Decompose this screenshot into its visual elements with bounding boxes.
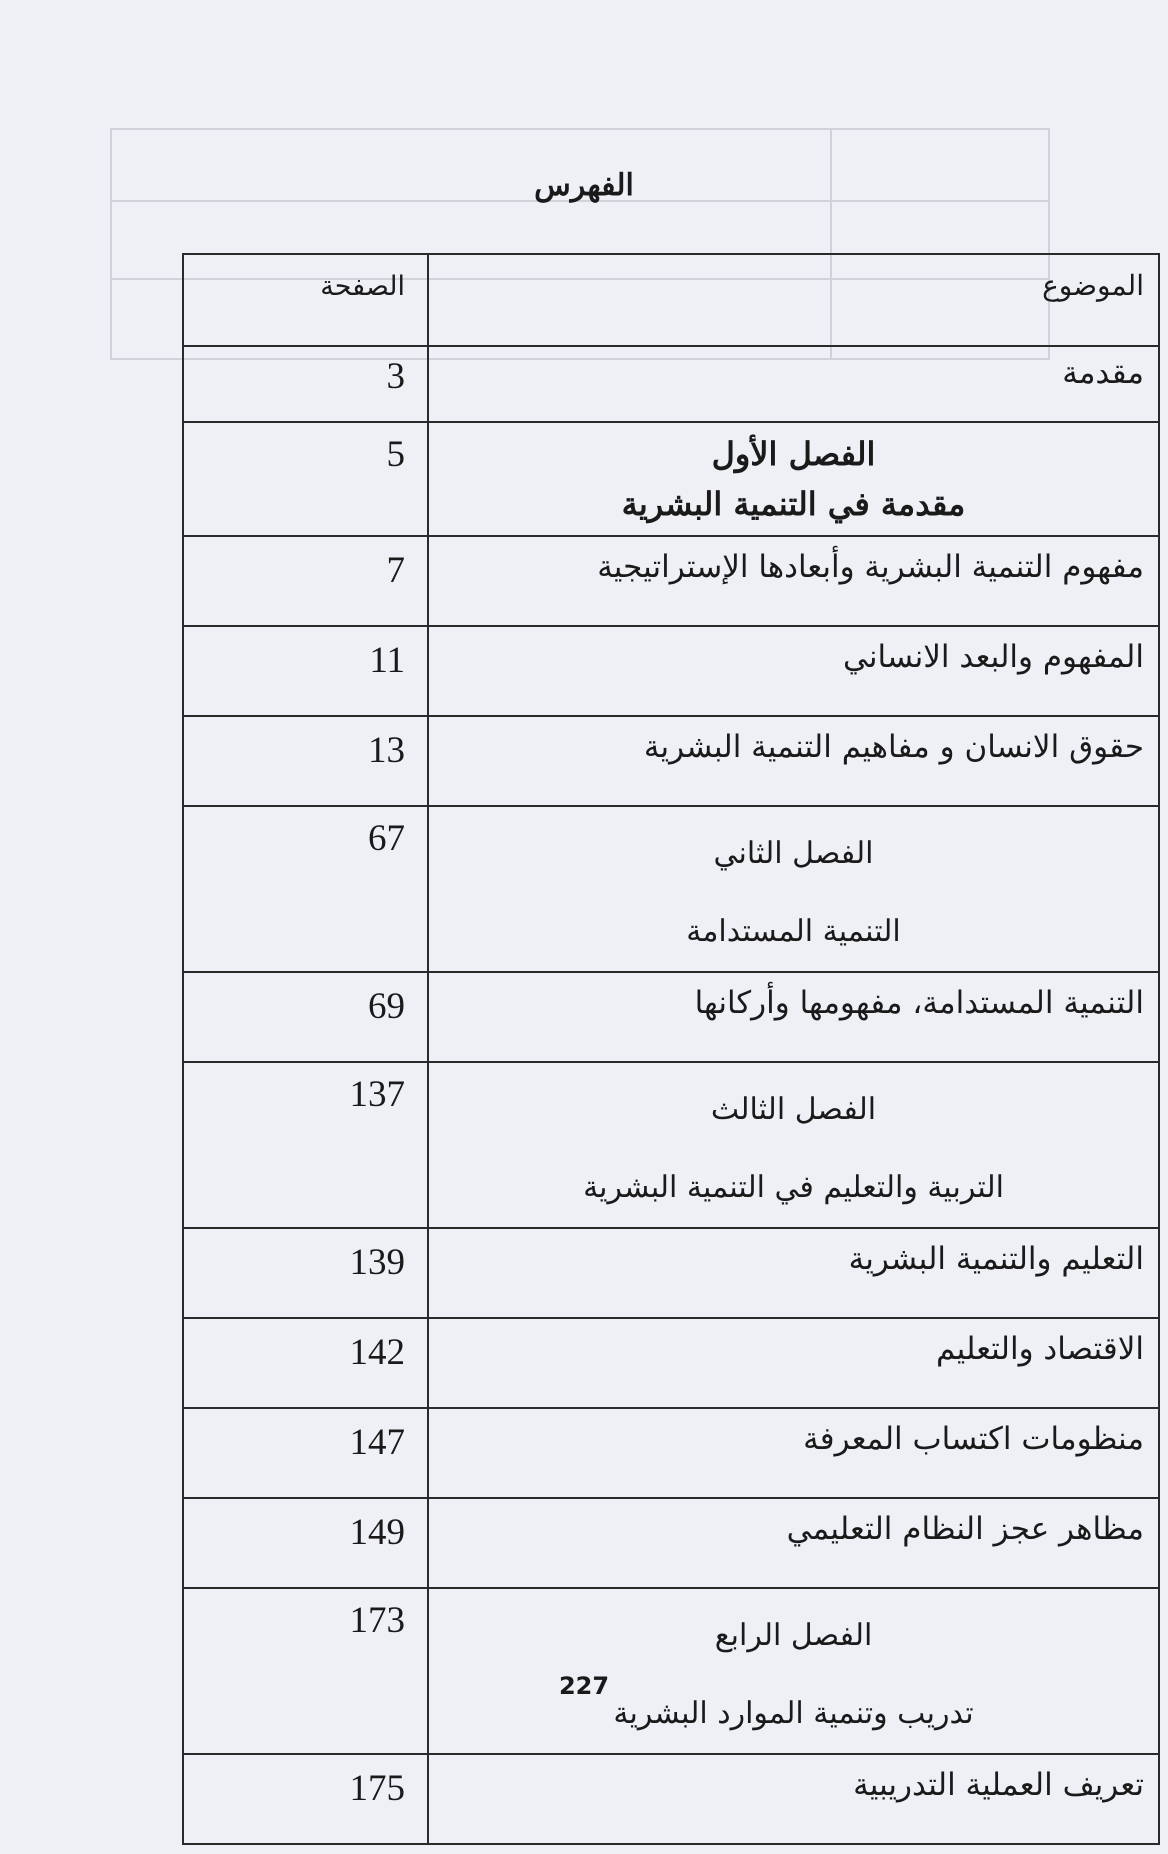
table-row: [183, 536, 1159, 626]
table-row: [183, 346, 1159, 422]
header-page: الصفحة: [183, 254, 428, 346]
table-row: [183, 972, 1159, 1062]
entry-topic: الاقتصاد والتعليم: [428, 1318, 1159, 1408]
entry-topic: تعريف العملية التدريبية: [428, 1754, 1159, 1844]
entry-page: 7: [183, 536, 428, 626]
table-row: [183, 1408, 1159, 1498]
table-row: [183, 1228, 1159, 1318]
entry-page: 13: [183, 716, 428, 806]
entry-page: 3: [183, 346, 428, 422]
table-of-contents: [182, 253, 1160, 1845]
entry-topic: التنمية المستدامة، مفهومها وأركانها: [428, 972, 1159, 1062]
entry-topic: التعليم والتنمية البشرية: [428, 1228, 1159, 1318]
entry-topic: مظاهر عجز النظام التعليمي: [428, 1498, 1159, 1588]
entry-page: 5: [183, 422, 428, 536]
table-row: [183, 1754, 1159, 1844]
page-number: 227: [558, 1672, 610, 1700]
chapter-heading: [428, 422, 1159, 536]
page-title: الفهرس: [534, 168, 634, 203]
header-topic: الموضوع: [428, 254, 1159, 346]
entry-topic: منظومات اكتساب المعرفة: [428, 1408, 1159, 1498]
entry-topic: مفهوم التنمية البشرية وأبعادها الإستراتيجية: [428, 536, 1159, 626]
entry-topic: المفهوم والبعد الانساني: [428, 626, 1159, 716]
chapter-row: [183, 422, 1159, 536]
chapter-heading: [428, 1062, 1159, 1228]
entry-page: 147: [183, 1408, 428, 1498]
entry-page: 67: [183, 806, 428, 972]
table-row: [183, 626, 1159, 716]
table-row: [183, 1318, 1159, 1408]
entry-page: 139: [183, 1228, 428, 1318]
chapter-title: مقدمة في التنمية البشرية: [621, 485, 966, 523]
entry-page: 11: [183, 626, 428, 716]
entry-page: 69: [183, 972, 428, 1062]
chapter-number: الفصل الثاني: [713, 836, 874, 871]
chapter-title: تدريب وتنمية الموارد البشرية: [613, 1696, 974, 1731]
chapter-row: [183, 1588, 1159, 1754]
chapter-heading: [428, 1588, 1159, 1754]
entry-page: 173: [183, 1588, 428, 1754]
chapter-title: التنمية المستدامة: [686, 914, 901, 949]
chapter-number: الفصل الرابع: [714, 1618, 873, 1653]
table-row: [183, 1498, 1159, 1588]
entry-page: 137: [183, 1062, 428, 1228]
entry-topic: حقوق الانسان و مفاهيم التنمية البشرية: [428, 716, 1159, 806]
chapter-number: الفصل الثالث: [710, 1092, 877, 1127]
chapter-row: [183, 1062, 1159, 1228]
chapter-heading: [428, 806, 1159, 972]
entry-page: 142: [183, 1318, 428, 1408]
entry-page: 175: [183, 1754, 428, 1844]
chapter-row: [183, 806, 1159, 972]
entry-topic: مقدمة: [428, 346, 1159, 422]
entry-page: 149: [183, 1498, 428, 1588]
chapter-title: التربية والتعليم في التنمية البشرية: [583, 1170, 1004, 1205]
table-header-row: [183, 254, 1159, 346]
table-row: [183, 716, 1159, 806]
chapter-number: الفصل الأول: [711, 435, 876, 473]
